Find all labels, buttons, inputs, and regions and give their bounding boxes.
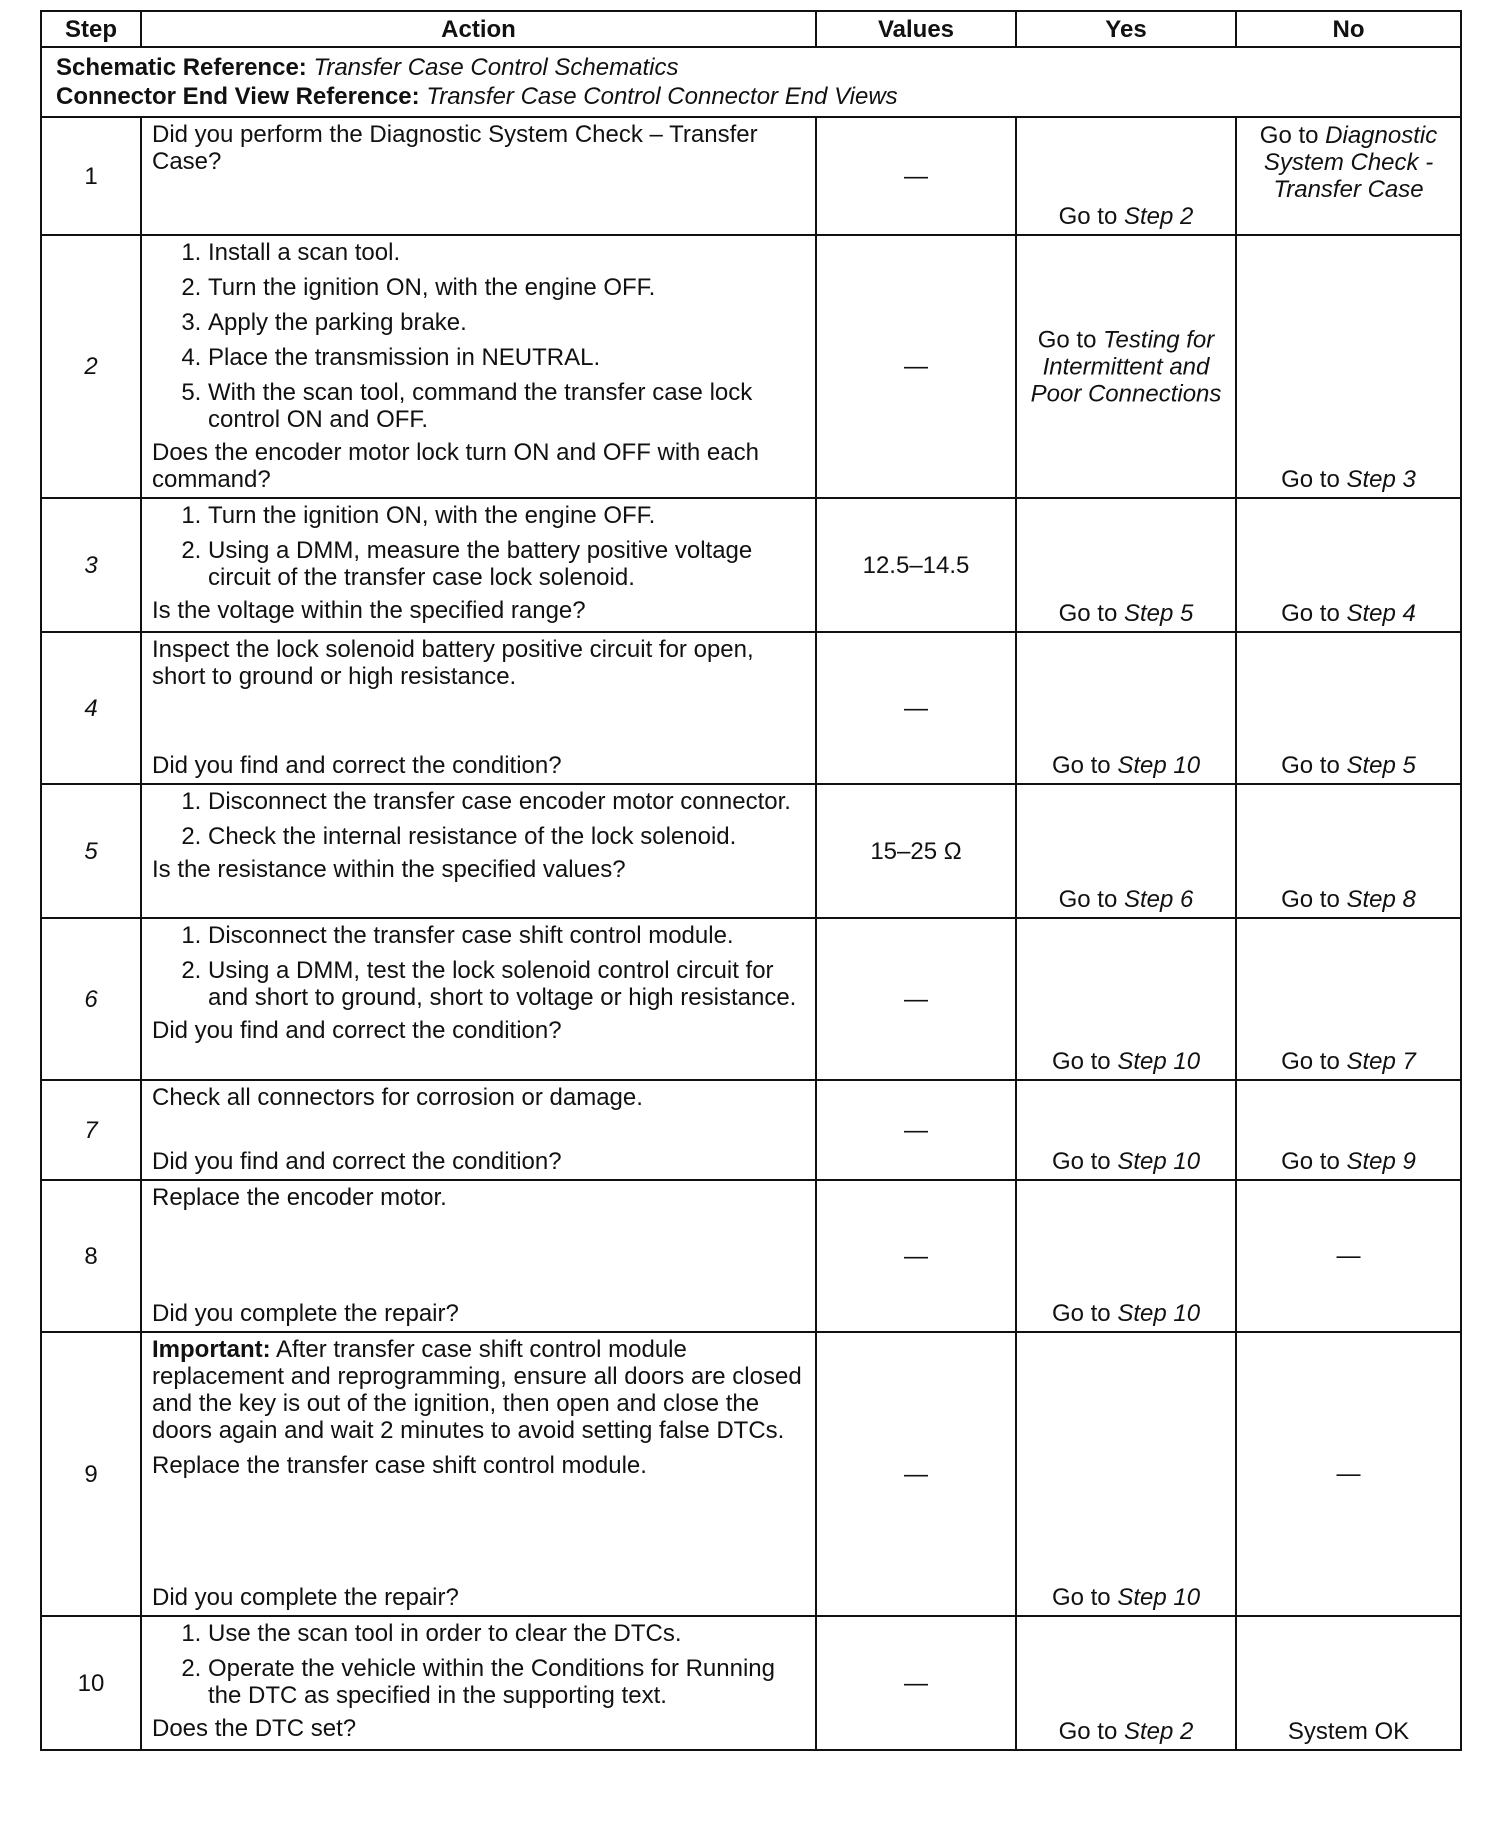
no-cell (1236, 1080, 1461, 1180)
important-note (152, 1336, 805, 1444)
important-text: After transfer case shift control module replacement and reprogramming, ensure all doors are closed and the key is out of the ignition, then open and close the doors again and wait 2 minutes to avoid setting false DTCs. (152, 1336, 802, 1444)
no-target: — (1336, 1242, 1361, 1270)
no-target: Step 8 (1346, 886, 1416, 913)
reference-cell (41, 47, 1461, 117)
yes-cell (1016, 918, 1236, 1080)
value-cell: — (816, 1616, 1016, 1750)
no-cell (1236, 1332, 1461, 1616)
yes-cell (1016, 1180, 1236, 1332)
no-cell (1236, 117, 1461, 235)
table-row (41, 784, 1461, 918)
reference-row (41, 47, 1461, 117)
no-target: Diagnostic System Check - Transfer Case (1263, 122, 1438, 203)
yes-cell (1016, 632, 1236, 784)
no-cell (1236, 1616, 1461, 1750)
go-to-text: Go to (1259, 122, 1319, 149)
value-cell: — (816, 1332, 1016, 1616)
step-number: 6 (41, 918, 141, 1080)
table-row (41, 1080, 1461, 1180)
schematic-reference-value: Transfer Case Control Schematics (313, 54, 679, 81)
table-row (41, 918, 1461, 1080)
step-number: 10 (41, 1616, 141, 1750)
action-item: 4. Place the transmission in NEUTRAL. (208, 344, 805, 371)
important-label: Important: (152, 1336, 271, 1363)
no-cell (1236, 632, 1461, 784)
no-cell (1236, 784, 1461, 918)
yes-cell (1016, 1080, 1236, 1180)
yes-target: Step 5 (1123, 600, 1194, 627)
table-row (41, 1616, 1461, 1750)
action-question: Does the DTC set? (152, 1715, 357, 1742)
table-row (41, 498, 1461, 632)
step-number: 1 (41, 117, 141, 235)
no-target: Step 9 (1346, 1148, 1416, 1175)
action-cell (141, 235, 816, 498)
yes-target: Step 2 (1123, 1718, 1194, 1745)
diagnostic-table-document (40, 10, 1460, 1751)
action-question: Did you complete the repair? (152, 1584, 459, 1611)
value-cell: — (816, 632, 1016, 784)
go-to-text: Go to (1281, 752, 1340, 779)
header-no: No (1236, 11, 1461, 47)
action-item: 1. Use the scan tool in order to clear the DTCs. (208, 1620, 805, 1647)
action-cell (141, 498, 816, 632)
yes-cell (1016, 1332, 1236, 1616)
step-number: 7 (41, 1080, 141, 1180)
go-to-text: Go to (1037, 326, 1097, 353)
no-cell (1236, 235, 1461, 498)
go-to-text: Go to (1058, 1718, 1118, 1745)
action-cell (141, 918, 816, 1080)
go-to-text: Go to (1058, 203, 1118, 230)
no-target: — (1336, 1460, 1361, 1488)
connector-reference-value: Transfer Case Control Connector End Views (426, 83, 898, 110)
schematic-reference (56, 54, 1446, 81)
action-item: 2. Operate the vehicle within the Conditions for Running the DTC as specified in the supporting text. (208, 1655, 805, 1709)
action-text: Did you perform the Diagnostic System Check – Transfer Case? (152, 121, 758, 175)
go-to-text: Go to (1051, 752, 1111, 779)
go-to-text: Go to (1281, 1048, 1340, 1075)
go-to-text: Go to (1281, 600, 1340, 627)
yes-target: Step 10 (1117, 1300, 1201, 1327)
action-cell (141, 1332, 816, 1616)
action-list (152, 1620, 805, 1709)
connector-reference-label: Connector End View Reference: (56, 83, 420, 110)
yes-cell (1016, 784, 1236, 918)
value-cell: 12.5–14.5 (816, 498, 1016, 632)
value-cell: — (816, 1180, 1016, 1332)
yes-cell (1016, 235, 1236, 498)
go-to-text: Go to (1051, 1300, 1111, 1327)
table-row (41, 117, 1461, 235)
action-text: Check all connectors for corrosion or damage. (152, 1084, 643, 1111)
step-number: 5 (41, 784, 141, 918)
action-cell (141, 1080, 816, 1180)
go-to-text: Go to (1058, 886, 1118, 913)
no-target: Step 4 (1346, 600, 1416, 627)
value-cell: — (816, 918, 1016, 1080)
yes-cell (1016, 498, 1236, 632)
action-list (152, 239, 805, 433)
yes-target: Testing for Intermittent and Poor Connections (1030, 326, 1222, 407)
value-cell: — (816, 117, 1016, 235)
go-to-text: Go to (1051, 1584, 1111, 1611)
action-item: 1. Disconnect the transfer case encoder motor connector. (208, 788, 805, 815)
yes-target: Step 10 (1117, 1148, 1201, 1175)
go-to-text: Go to (1281, 886, 1340, 913)
action-item: 1. Disconnect the transfer case shift control module. (208, 922, 805, 949)
table-row (41, 1180, 1461, 1332)
yes-target: Step 10 (1117, 752, 1201, 779)
action-question: Did you find and correct the condition? (152, 1148, 562, 1175)
no-cell (1236, 918, 1461, 1080)
yes-target: Step 2 (1123, 203, 1194, 230)
no-target: Step 7 (1346, 1048, 1416, 1075)
step-number: 3 (41, 498, 141, 632)
schematic-reference-label: Schematic Reference: (56, 54, 307, 81)
header-row (41, 11, 1461, 47)
no-target: System OK (1287, 1718, 1410, 1745)
action-question: Is the voltage within the specified range? (152, 597, 586, 624)
action-text: Replace the transfer case shift control module. (152, 1452, 647, 1479)
value-cell: — (816, 1080, 1016, 1180)
action-item: 5. With the scan tool, command the transfer case lock control ON and OFF. (208, 379, 805, 433)
go-to-text: Go to (1058, 600, 1118, 627)
action-text: Replace the encoder motor. (152, 1184, 447, 1211)
connector-reference (56, 83, 1446, 110)
header-yes: Yes (1016, 11, 1236, 47)
step-number: 8 (41, 1180, 141, 1332)
no-target: Step 5 (1346, 752, 1416, 779)
header-step: Step (41, 11, 141, 47)
action-cell (141, 784, 816, 918)
diagnostic-table (40, 10, 1462, 1751)
action-item: 1. Install a scan tool. (208, 239, 805, 266)
yes-target: Step 10 (1117, 1048, 1201, 1075)
step-number: 9 (41, 1332, 141, 1616)
action-item: 2. Using a DMM, measure the battery positive voltage circuit of the transfer case lock solenoid. (208, 537, 805, 591)
go-to-text: Go to (1281, 1148, 1340, 1175)
action-list (152, 502, 805, 591)
action-question: Did you find and correct the condition? (152, 1017, 562, 1044)
value-cell: — (816, 235, 1016, 498)
action-list (152, 922, 805, 1011)
table-row (41, 235, 1461, 498)
yes-target: Step 10 (1117, 1584, 1201, 1611)
go-to-text: Go to (1051, 1048, 1111, 1075)
action-cell (141, 1616, 816, 1750)
no-cell (1236, 498, 1461, 632)
header-action: Action (141, 11, 816, 47)
table-row (41, 1332, 1461, 1616)
go-to-text: Go to (1281, 466, 1340, 493)
action-question: Is the resistance within the specified values? (152, 856, 626, 883)
yes-cell (1016, 117, 1236, 235)
go-to-text: Go to (1051, 1148, 1111, 1175)
yes-target: Step 6 (1123, 886, 1194, 913)
action-item: 3. Apply the parking brake. (208, 309, 805, 336)
action-item: 2. Turn the ignition ON, with the engine OFF. (208, 274, 805, 301)
action-text: Inspect the lock solenoid battery positive circuit for open, short to ground or high resistance. (152, 636, 754, 690)
no-target: Step 3 (1346, 466, 1416, 493)
action-item: 1. Turn the ignition ON, with the engine OFF. (208, 502, 805, 529)
action-cell (141, 117, 816, 235)
yes-cell (1016, 1616, 1236, 1750)
action-cell (141, 632, 816, 784)
action-list (152, 788, 805, 850)
step-number: 4 (41, 632, 141, 784)
action-question: Did you complete the repair? (152, 1300, 459, 1327)
no-cell (1236, 1180, 1461, 1332)
step-number: 2 (41, 235, 141, 498)
action-question: Did you find and correct the condition? (152, 752, 562, 779)
header-values: Values (816, 11, 1016, 47)
action-item: 2. Using a DMM, test the lock solenoid control circuit for and short to ground, short to voltage or high resistance. (208, 957, 805, 1011)
table-row (41, 632, 1461, 784)
action-cell (141, 1180, 816, 1332)
value-cell: 15–25 Ω (816, 784, 1016, 918)
action-item: 2. Check the internal resistance of the lock solenoid. (208, 823, 805, 850)
action-question: Does the encoder motor lock turn ON and OFF with each command? (152, 439, 759, 493)
